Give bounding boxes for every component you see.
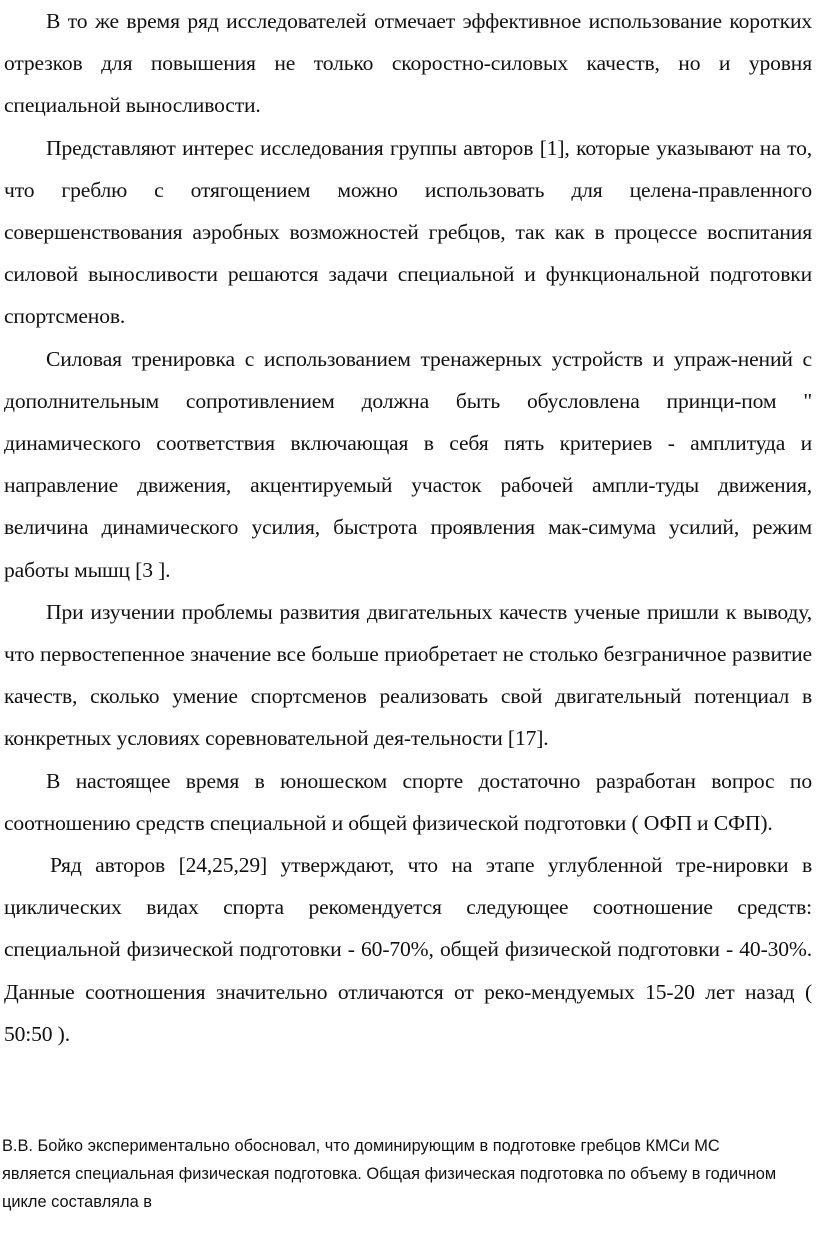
note-block — [2, 1132, 792, 1216]
paragraph-6: Ряд авторов [24,25,29] утверждают, что на этапе углубленной тре-нировки в циклических видах спорта рекомендуется следующее соотношение средств: специальной физической подготовки - 60-70%, общей физической подготовки - 40-30%. Данные соотношения значительно отличаются от реко-мендуемых 15-20 лет назад ( 50:50 ). — [4, 853, 812, 1046]
paragraph-3: Силовая тренировка с использованием тренажерных устройств и упраж-нений с дополнительным сопротивлением должна быть обусловлена принци-пом " динамического соответствия включающая в себя пять критериев - амплитуда и направление движения, акцентируемый участок рабочей ампли-туды движения, величина динамического усилия, быстрота проявления мак-симума усилий, режим работы мышц [3 ]. — [4, 346, 812, 582]
paragraph-2: Представляют интерес исследования группы авторов [1], которые указывают на то, что греблю с отягощением можно использовать для целена-правленного совершенствования аэробных возможностей гребцов, так как в процессе воспитания силовой выносливости решаются задачи специальной и функциональной подготовки спортсменов. — [4, 135, 812, 329]
paragraph-1: В то же время ряд исследователей отмечает эффективное использование коротких отрезков для повышения не только скоростно-силовых качеств, но и уровня специальной выносливости. — [4, 9, 812, 118]
paragraph-4: При изучении проблемы развития двигательных качеств ученые пришли к выводу, что первостепенное значение все больше приобретает не столько безграничное развитие качеств, сколько умение спортсменов реализовать свой двигательный потенциал в конкретных условиях соревновательной дея-тельности [17]. — [4, 599, 812, 751]
paragraph-5: В настоящее время в юношеском спорте достаточно разработан вопрос по соотношению средств специальной и общей физической подготовки ( ОФП и СФП). — [4, 768, 812, 835]
document-body — [4, 0, 812, 1055]
note-paragraph: В.В. Бойко экспериментально обосновал, что доминирующим в подготовке гребцов КМСи МС является специальная физическая подготовка. Общая физическая подготовка по объему в годичном цикле составляла в — [2, 1137, 777, 1211]
